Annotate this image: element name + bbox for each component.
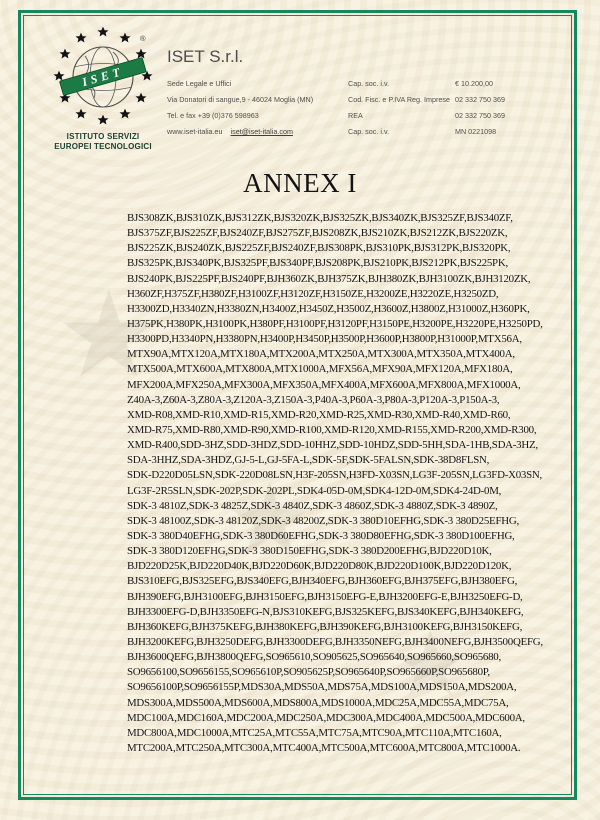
product-code-line: MDS300A,MDS500A,MDS600A,MDS800A,MDS1000A,MDC25A,MDC55A,MDC75A, bbox=[127, 696, 509, 709]
email-link[interactable]: iset@iset-italia.com bbox=[230, 127, 293, 136]
address-line-web bbox=[167, 127, 313, 143]
address-line-offices: Sede Legale e Uffici bbox=[167, 79, 232, 88]
product-code-line: BJS325PK,BJS340PK,BJS325PF,BJS340PF,BJS208PK,BJS210PK,BJS212PK,BJS225PK, bbox=[127, 257, 508, 270]
product-code-line: SDK-3 380D40EFHG,SDK-3 380D60EFHG,SDK-3 380D80EFHG,SDK-3 380D100EFHG, bbox=[127, 529, 515, 542]
product-code-list bbox=[127, 211, 543, 756]
address-line-street: Via Donatori di sangue,9 - 46024 Moglia (MN) bbox=[167, 95, 314, 104]
product-code-line: SDK-3 380D120EFHG,SDK-3 380D150EFHG,SDK-3 380D200EFHG,BJD220D10K, bbox=[127, 545, 492, 558]
registry-value: 02 332 750 369 bbox=[455, 95, 505, 104]
product-code-line: H3300ZD,H3340ZN,H3380ZN,H3400Z,H3450Z,H3500Z,H3600Z,H3800Z,H31000Z,H360PK, bbox=[127, 302, 530, 315]
product-code-line: BJS375ZF,BJS225ZF,BJS240ZF,BJS275ZF,BJS208ZK,BJS210ZK,BJS212ZK,BJS220ZK, bbox=[127, 227, 508, 240]
product-code-line: SDA-3HHZ,SDA-3HDZ,GJ-5-L,GJ-5FA-L,SDK-5F,SDK-5FALSN,SDK-38D8FLSN, bbox=[127, 454, 490, 467]
product-code-line: XMD-R400,SDD-3HZ,SDD-3HDZ,SDD-10HHZ,SDD-10HDZ,SDD-5HH,SDA-1HB,SDA-3HZ, bbox=[127, 439, 538, 452]
watermark-star-icon: ★ bbox=[225, 464, 315, 576]
registry-label: REA bbox=[348, 111, 363, 120]
product-code-line: BJS310EFG,BJS325EFG,BJS340EFG,BJH340EFG,BJH360EFG,BJH375EFG,BJH380EFG, bbox=[127, 575, 518, 588]
product-code-line: BJH3300EFG-D,BJH3350EFG-N,BJS310KEFG,BJS325KEFG,BJS340KEFG,BJH340KEFG, bbox=[127, 605, 524, 618]
watermark-star-icon: ★ bbox=[55, 268, 163, 402]
registry-label: Cod. Fisc. e P.IVA Reg. Imprese bbox=[348, 95, 450, 104]
registered-mark: ® bbox=[140, 34, 146, 43]
logo-caption-line1: ISTITUTO SERVIZI bbox=[66, 132, 140, 141]
registry-row bbox=[348, 111, 544, 127]
product-code-line: BJS240PK,BJS225PF,BJS240PF,BJH360ZK,BJH375ZK,BJH380ZK,BJH3100ZK,BJH3120ZK, bbox=[127, 272, 531, 285]
product-code-line: MFX200A,MFX250A,MFX300A,MFX350A,MFX400A,MFX600A,MFX800A,MFX1000A, bbox=[127, 378, 521, 391]
product-code-line: BJS225ZK,BJS240ZK,BJS225ZF,BJS240ZF,BJS308PK,BJS310PK,BJS312PK,BJS320PK, bbox=[127, 242, 511, 255]
annex-title: ANNEX I bbox=[243, 168, 357, 198]
product-code-line: XMD-R08,XMD-R10,XMD-R15,XMD-R20,XMD-R25,XMD-R30,XMD-R40,XMD-R60, bbox=[127, 408, 511, 421]
product-code-line: H3300PD,H3340PN,H3380PN,H3400P,H3450P,H3500P,H3600P,H3800P,H31000P,MTX56A, bbox=[127, 333, 522, 346]
registry-value: MN 0221098 bbox=[455, 127, 497, 136]
registry-value: 02 332 750 369 bbox=[455, 111, 505, 120]
product-code-line: BJH3200KEFG,BJH3250DEFG,BJH3300DEFG,BJH3350NEFG,BJH3400NEFG,BJH3500QEFG, bbox=[127, 635, 543, 648]
product-code-line: BJD220D25K,BJD220D40K,BJD220D60K,BJD220D80K,BJD220D100K,BJD220D120K, bbox=[127, 560, 512, 573]
product-code-line: XMD-R75,XMD-R80,XMD-R90,XMD-R100,XMD-R120,XMD-R155,XMD-R200,XMD-R300, bbox=[127, 423, 537, 436]
product-code-line: MTX500A,MTX600A,MTX800A,MTX1000A,MFX56A,MFX90A,MFX120A,MFX180A, bbox=[127, 363, 513, 376]
company-name: ISET S.r.l. bbox=[167, 47, 244, 66]
logo-banner-text: ISET bbox=[80, 63, 126, 90]
product-code-line: SDK-3 48100Z,SDK-3 48120Z,SDK-3 48200Z,SDK-3 380D10EFHG,SDK-3 380D25EFHG, bbox=[127, 514, 519, 527]
product-code-line: BJH390EFG,BJH3100EFG,BJH3150EFG,BJH3150EFG-E,BJH3200EFG-E,BJH3250EFG-D, bbox=[127, 590, 523, 603]
product-code-line: SO9656100P,SO9656155P,MDS30A,MDS50A,MDS75A,MDS100A,MDS150A,MDS200A, bbox=[127, 681, 517, 694]
registry-table bbox=[348, 79, 544, 143]
address-block bbox=[167, 79, 313, 143]
product-code-line: BJS308ZK,BJS310ZK,BJS312ZK,BJS320ZK,BJS325ZK,BJS340ZK,BJS325ZF,BJS340ZF, bbox=[127, 212, 513, 224]
product-code-line: MDC800A,MDC1000A,MTC25A,MTC55A,MTC75A,MTC90A,MTC110A,MTC160A, bbox=[127, 726, 502, 739]
product-code-line: Z40A-3,Z60A-3,Z80A-3,Z120A-3,Z150A-3,P40A-3,P60A-3,P80A-3,P120A-3,P150A-3, bbox=[127, 393, 500, 406]
product-code-line: MTX90A,MTX120A,MTX180A,MTX200A,MTX250A,MTX300A,MTX350A,MTX400A, bbox=[127, 348, 515, 361]
registry-label: Cap. soc. i.v. bbox=[348, 79, 390, 88]
registry-value: € 10.200,00 bbox=[455, 79, 493, 88]
watermark-star-icon: ★ bbox=[390, 615, 471, 715]
globe-stars-logo-icon bbox=[53, 26, 153, 126]
logo-caption-line2: EUROPEI TECNOLOGICI bbox=[54, 142, 152, 151]
registry-label: Cap. soc. i.v. bbox=[348, 127, 390, 136]
product-code-line: LG3F-2R5SLN,SDK-202P,SDK-202PL,SDK4-05D-0M,SDK4-12D-0M,SDK4-24D-0M, bbox=[127, 484, 502, 497]
registry-row bbox=[348, 95, 544, 111]
product-code-line: SDK-3 4810Z,SDK-3 4825Z,SDK-3 4840Z,SDK-3 4860Z,SDK-3 4880Z,SDK-3 4890Z, bbox=[127, 499, 498, 512]
product-code-line: BJH360KEFG,BJH375KEFG,BJH380KEFG,BJH390KEFG,BJH3100KEFG,BJH3150KEFG, bbox=[127, 620, 523, 633]
registry-row bbox=[348, 79, 544, 95]
product-code-line: SDK-D220D05LSN,SDK-220D08LSN,H3F-205SN,H3FD-X03SN,LG3F-205SN,LG3FD-X03SN, bbox=[127, 469, 542, 482]
product-code-line: MDC100A,MDC160A,MDC200A,MDC250A,MDC300A,MDC400A,MDC500A,MDC600A, bbox=[127, 711, 525, 724]
product-code-line: BJH3600QEFG,BJH3800QEFG,SO965610,SO905625,SO965640,SO965660,SO965680, bbox=[127, 651, 501, 664]
registry-row bbox=[348, 127, 544, 143]
company-logo bbox=[44, 26, 162, 152]
product-code-line: MTC200A,MTC250A,MTC300A,MTC400A,MTC500A,MTC600A,MTC800A,MTC1000A. bbox=[127, 741, 521, 754]
product-code-line: H360ZF,H375ZF,H380ZF,H3100ZF,H3120ZF,H3150ZE,H3200ZE,H3220ZE,H3250ZD, bbox=[127, 287, 499, 300]
address-line-phone: Tel. e fax +39 (0)376 598963 bbox=[167, 111, 259, 120]
website-text: www.iset-italia.eu bbox=[167, 127, 223, 136]
product-code-line: SO9656100,SO9656155,SO965610P,SO905625P,SO965640P,SO965660P,SO965680P, bbox=[127, 666, 490, 679]
product-code-line: H375PK,H380PK,H3100PK,H380PF,H3100PF,H3120PF,H3150PE,H3200PE,H3220PE,H3250PD, bbox=[127, 317, 543, 330]
